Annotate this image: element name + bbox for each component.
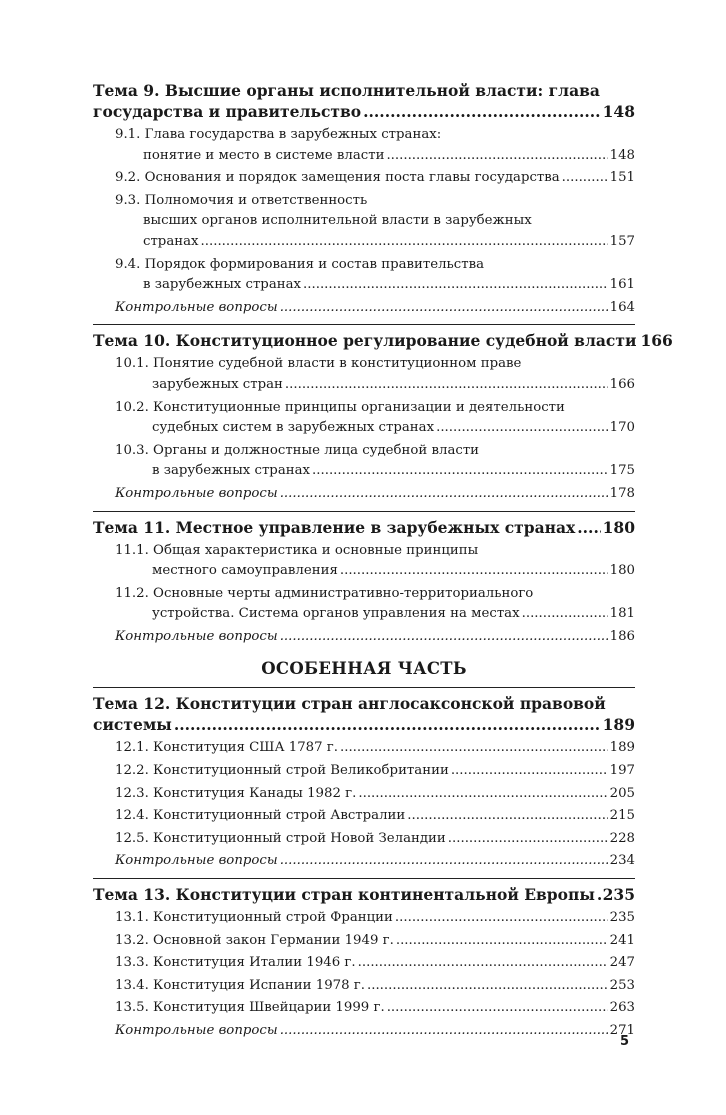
entry-text: 9.3. Полномочия и ответственность — [115, 192, 368, 208]
entry-text: 12.1. Конституция США 1787 г. — [115, 740, 338, 756]
page-ref: 148 — [602, 102, 635, 121]
toc-questions-13 — [93, 1021, 635, 1042]
toc-topic-12 — [93, 693, 635, 735]
toc-entry-13-3 — [93, 953, 635, 974]
page-ref: 166 — [640, 331, 673, 351]
page-ref: 164 — [609, 299, 635, 315]
page-ref: 263 — [609, 1000, 635, 1016]
page-ref: 161 — [609, 277, 635, 293]
toc-topic-11 — [93, 517, 635, 538]
toc-questions-10 — [93, 484, 635, 505]
toc-entry-12-5 — [93, 829, 635, 850]
toc-entry-13-1 — [93, 908, 635, 929]
questions-label: Контрольные вопросы — [115, 299, 278, 315]
page-ref: 151 — [609, 170, 635, 186]
page-ref: 228 — [609, 830, 635, 846]
toc-entry-12-1 — [93, 738, 635, 759]
toc-topic-10 — [93, 330, 673, 351]
toc-entry-12-3 — [93, 784, 635, 805]
page-ref: 234 — [609, 853, 635, 869]
toc-entry-12-4 — [93, 806, 635, 827]
page-ref: 215 — [609, 808, 635, 824]
page-ref: 189 — [602, 715, 635, 735]
entry-text: понятие и место в системе власти — [143, 147, 385, 163]
toc-entry-10-2 — [93, 398, 635, 439]
page-ref: 271 — [609, 1023, 635, 1038]
page-ref: 178 — [609, 485, 635, 501]
page-ref: 197 — [609, 763, 635, 779]
topic-title: Тема 11. Местное управление в зарубежных странах — [93, 517, 576, 537]
questions-label: Контрольные вопросы — [115, 485, 278, 501]
questions-label: Контрольные вопросы — [115, 853, 278, 869]
page-number: 5 — [620, 1034, 630, 1049]
toc-topic-13 — [93, 884, 635, 905]
toc-entry-11-2 — [93, 584, 635, 625]
toc-topic-9 — [93, 80, 635, 122]
toc-entry-13-4 — [93, 976, 635, 997]
entry-text: 13.1. Конституционный строй Франции — [115, 910, 393, 926]
entry-text: 9.4. Порядок формирования и состав правительства — [115, 256, 484, 272]
entry-text: 10.1. Понятие судебной власти в конституционном праве — [115, 356, 522, 372]
topic-title: Тема 10. Конституционное регулирование судебной власти — [93, 331, 637, 351]
toc-entry-13-5 — [93, 998, 635, 1019]
entry-text: 10.2. Конституционные принципы организации и деятельности — [115, 399, 565, 415]
page-ref: 175 — [609, 463, 635, 479]
entry-text: зарубежных стран — [152, 376, 283, 392]
entry-text: высших органов исполнительной власти в зарубежных — [143, 213, 532, 229]
page-ref: 189 — [609, 740, 635, 756]
entry-text: 12.2. Конституционный строй Великобритании — [115, 763, 449, 779]
entry-text: судебных систем в зарубежных странах — [152, 420, 435, 436]
entry-text: 12.3. Конституция Канады 1982 г. — [115, 785, 357, 801]
toc-entry-9-1 — [93, 125, 635, 166]
page-ref: 180 — [609, 563, 635, 579]
toc-entry-13-2 — [93, 931, 635, 952]
questions-label: Контрольные вопросы — [115, 628, 278, 644]
entry-text: 10.3. Органы и должностные лица судебной власти — [115, 442, 480, 458]
toc-entry-11-1 — [93, 541, 635, 582]
page-ref: 247 — [609, 955, 635, 971]
page-ref: 148 — [609, 147, 635, 163]
page-ref: 166 — [609, 376, 635, 392]
page-ref: 170 — [609, 420, 635, 436]
divider — [93, 324, 635, 325]
page-ref: 241 — [609, 932, 635, 948]
topic-title: Тема 9. Высшие органы исполнительной власти: глава — [93, 81, 600, 100]
section-title: ОСОБЕННАЯ ЧАСТЬ — [261, 659, 467, 679]
entry-text: 12.5. Конституционный строй Новой Зеландии — [115, 830, 446, 846]
page-ref: 205 — [609, 785, 635, 801]
toc-entry-9-2 — [93, 168, 635, 189]
toc-entry-9-3 — [93, 191, 635, 253]
entry-text: 13.4. Конституция Испании 1978 г. — [115, 977, 365, 993]
page-ref: 181 — [609, 606, 635, 622]
toc-questions-11 — [93, 627, 635, 648]
topic-title-cont: государства и правительство — [93, 102, 362, 121]
divider — [93, 687, 635, 688]
entry-text: в зарубежных странах — [152, 463, 311, 479]
toc-entry-10-3 — [93, 441, 635, 482]
entry-text: устройства. Система органов управления на местах — [152, 606, 520, 622]
toc-questions-9 — [93, 298, 635, 319]
page-ref: 235 — [602, 885, 635, 905]
toc-entry-12-2 — [93, 761, 635, 782]
entry-text: 13.3. Конституция Италии 1946 г. — [115, 955, 356, 971]
topic-title: Тема 13. Конституции стран континентальной Европы — [93, 885, 595, 905]
entry-text: 9.2. Основания и порядок замещения поста главы государства — [115, 170, 560, 186]
toc-questions-12 — [93, 851, 635, 872]
divider — [93, 878, 635, 879]
entry-text: 11.2. Основные черты административно-территориального — [115, 585, 534, 601]
entry-text: 9.1. Глава государства в зарубежных странах: — [115, 127, 442, 142]
entry-text: в зарубежных странах — [143, 277, 302, 293]
page-ref: 180 — [602, 517, 635, 537]
page-ref: 157 — [609, 233, 635, 249]
entry-text: странах — [143, 233, 199, 249]
entry-text: 13.5. Конституция Швейцарии 1999 г. — [115, 1000, 385, 1016]
page-ref: 186 — [609, 628, 635, 644]
entry-text: 11.1. Общая характеристика и основные принципы — [115, 542, 479, 558]
topic-title: Тема 12. Конституции стран англосаксонской правовой — [93, 694, 606, 714]
page-ref: 253 — [609, 977, 635, 993]
divider — [93, 511, 635, 512]
entry-text: 13.2. Основной закон Германии 1949 г. — [115, 932, 394, 948]
table-of-contents — [93, 80, 673, 1042]
questions-label: Контрольные вопросы — [115, 1023, 278, 1038]
toc-entry-10-1 — [93, 354, 635, 395]
topic-title-cont: системы — [93, 715, 172, 735]
toc-entry-9-4 — [93, 255, 635, 296]
entry-text: 12.4. Конституционный строй Австралии — [115, 808, 406, 824]
page-ref: 235 — [609, 910, 635, 926]
entry-text: местного самоуправления — [152, 563, 338, 579]
